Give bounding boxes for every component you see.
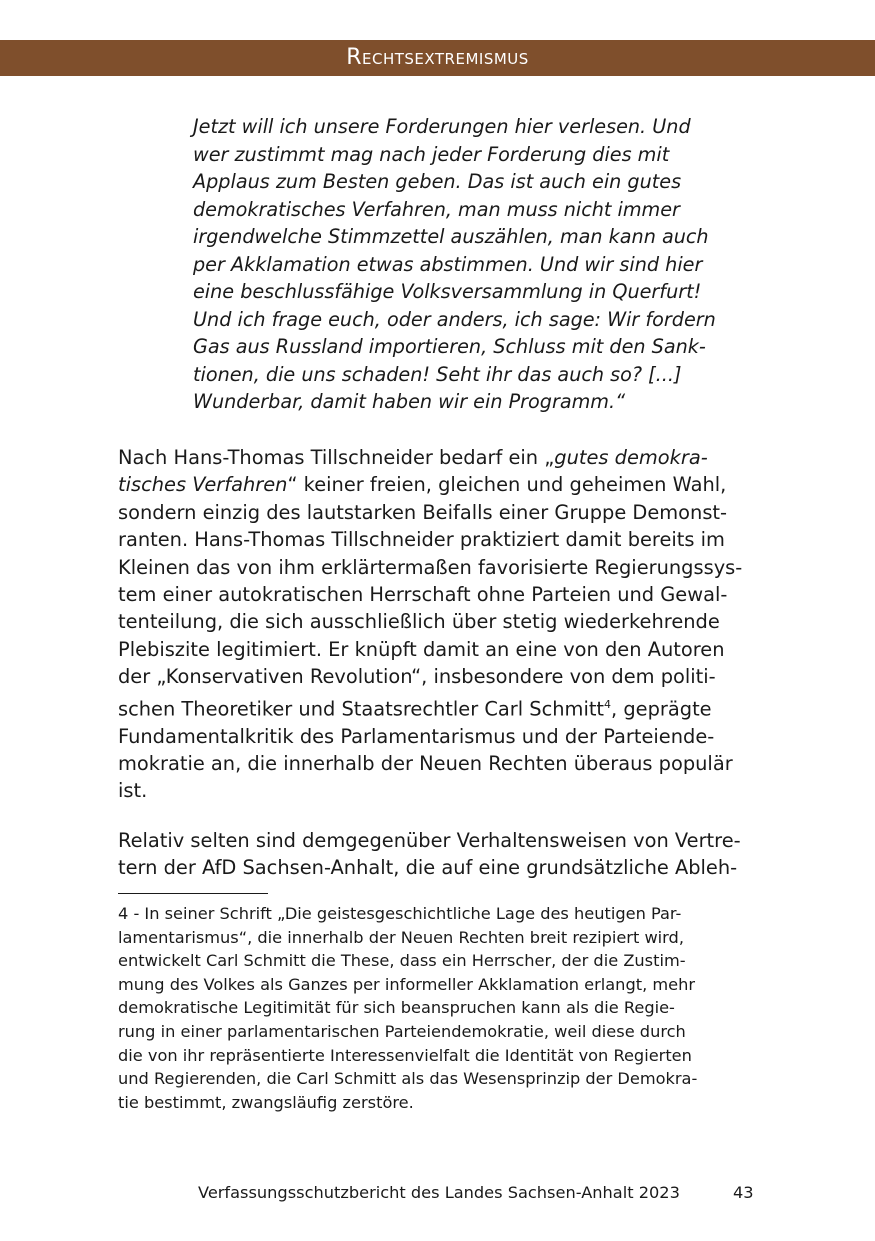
text-run: “ keiner freien, gleichen und geheimen Wahl,	[287, 473, 727, 497]
quote-line: Applaus zum Besten geben. Das ist auch ein gutes	[193, 170, 682, 193]
italic-run: gutes demokra-	[554, 446, 708, 469]
footnote-line: entwickelt Carl Schmitt die These, dass ein Herrscher, der die Zustim-	[118, 951, 686, 971]
block-quote	[193, 113, 753, 416]
paragraph-line: tenteilung, die sich ausschließlich über stetig wiederkehrende	[118, 610, 720, 634]
paragraph-line: Plebiszite legitimiert. Er knüpft damit an eine von den Autoren	[118, 637, 725, 661]
paragraph-line	[118, 471, 778, 498]
paragraph-line: sondern einzig des lautstarken Beifalls einer Gruppe Demonst-	[118, 500, 728, 524]
quote-line: tionen, die uns schaden! Seht ihr das auch so? [...]	[193, 362, 682, 386]
paragraph-line: mokratie an, die innerhalb der Neuen Rechten überaus populär	[118, 751, 733, 775]
quote-line: irgendwelche Stimmzettel auszählen, man kann auch	[193, 225, 709, 248]
italic-run: tisches Verfahren	[118, 473, 288, 497]
page-footer	[0, 1183, 875, 1207]
paragraph-line: Relativ selten sind demgegenüber Verhaltensweisen von Vertre-	[118, 829, 741, 852]
quote-line: per Akklamation etwas abstimmen. Und wir sind hier	[193, 252, 703, 276]
paragraph-line	[118, 444, 778, 471]
footnote	[118, 902, 768, 1114]
quote-line: Und ich frage euch, oder anders, ich sage: Wir fordern	[193, 307, 716, 331]
footer-text: Verfassungsschutzbericht des Landes Sachsen-Anhalt 2023	[198, 1183, 680, 1202]
text-run: Nach Hans-Thomas Tillschneider bedarf ein „	[118, 446, 555, 469]
footnote-line: und Regierenden, die Carl Schmitt als das Wesensprinzip der Demokra-	[118, 1069, 698, 1089]
paragraph-line: ist.	[118, 779, 148, 803]
paragraph-line: Fundamentalkritik des Parlamentarismus und der Parteiende-	[118, 724, 715, 748]
quote-line: Gas aus Russland importieren, Schluss mit den Sank-	[193, 335, 706, 358]
footnote-line: mung des Volkes als Ganzes per informeller Akklamation erlangt, mehr	[118, 974, 696, 994]
section-header-bar	[0, 40, 875, 76]
text-run: , geprägte	[611, 697, 712, 721]
body-paragraph-2	[118, 827, 778, 882]
quote-line: Jetzt will ich unsere Forderungen hier verlesen. Und	[193, 115, 691, 138]
paragraph-line: tem einer autokratischen Herrschaft ohne Parteien und Gewal-	[118, 583, 728, 607]
footnote-line: lamentarismus“, die innerhalb der Neuen Rechten breit rezipiert wird,	[118, 927, 684, 947]
text-run: schen Theoretiker und Staatsrechtler Carl Schmitt	[118, 697, 605, 721]
footnote-line: 4 - In seiner Schrift „Die geistesgeschichtliche Lage des heutigen Par-	[118, 904, 682, 923]
body-paragraph-1	[118, 444, 778, 805]
footnote-separator	[118, 893, 268, 894]
page-number: 43	[733, 1183, 754, 1202]
footnote-line: die von ihr repräsentierte Interessenvielfalt die Identität von Regierten	[118, 1045, 692, 1065]
quote-line: Wunderbar, damit haben wir ein Programm.“	[193, 390, 626, 413]
footnote-line: tie bestimmt, zwangsläufig zerstöre.	[118, 1092, 414, 1112]
paragraph-line: tern der AfD Sachsen-Anhalt, die auf eine grundsätzliche Ableh-	[118, 856, 738, 880]
footnote-ref[interactable]: 4	[604, 697, 612, 711]
quote-line: demokratisches Verfahren, man muss nicht immer	[193, 197, 680, 221]
quote-line: wer zustimmt mag nach jeder Forderung dies mit	[193, 142, 670, 166]
footnote-line: demokratische Legitimität für sich beanspruchen kann als die Regie-	[118, 998, 675, 1018]
paragraph-line	[118, 691, 778, 723]
section-title: Rechtsextremismus	[346, 45, 529, 70]
paragraph-line: der „Konservativen Revolution“, insbesondere von dem politi-	[118, 665, 716, 689]
quote-line: eine beschlussfähige Volksversammlung in Querfurt!	[193, 280, 702, 303]
paragraph-line: Kleinen das von ihm erklärtermaßen favorisierte Regierungssys-	[118, 555, 743, 579]
paragraph-line: ranten. Hans-Thomas Tillschneider praktiziert damit bereits im	[118, 528, 725, 552]
footnote-line: rung in einer parlamentarischen Parteiendemokratie, weil diese durch	[118, 1021, 686, 1041]
